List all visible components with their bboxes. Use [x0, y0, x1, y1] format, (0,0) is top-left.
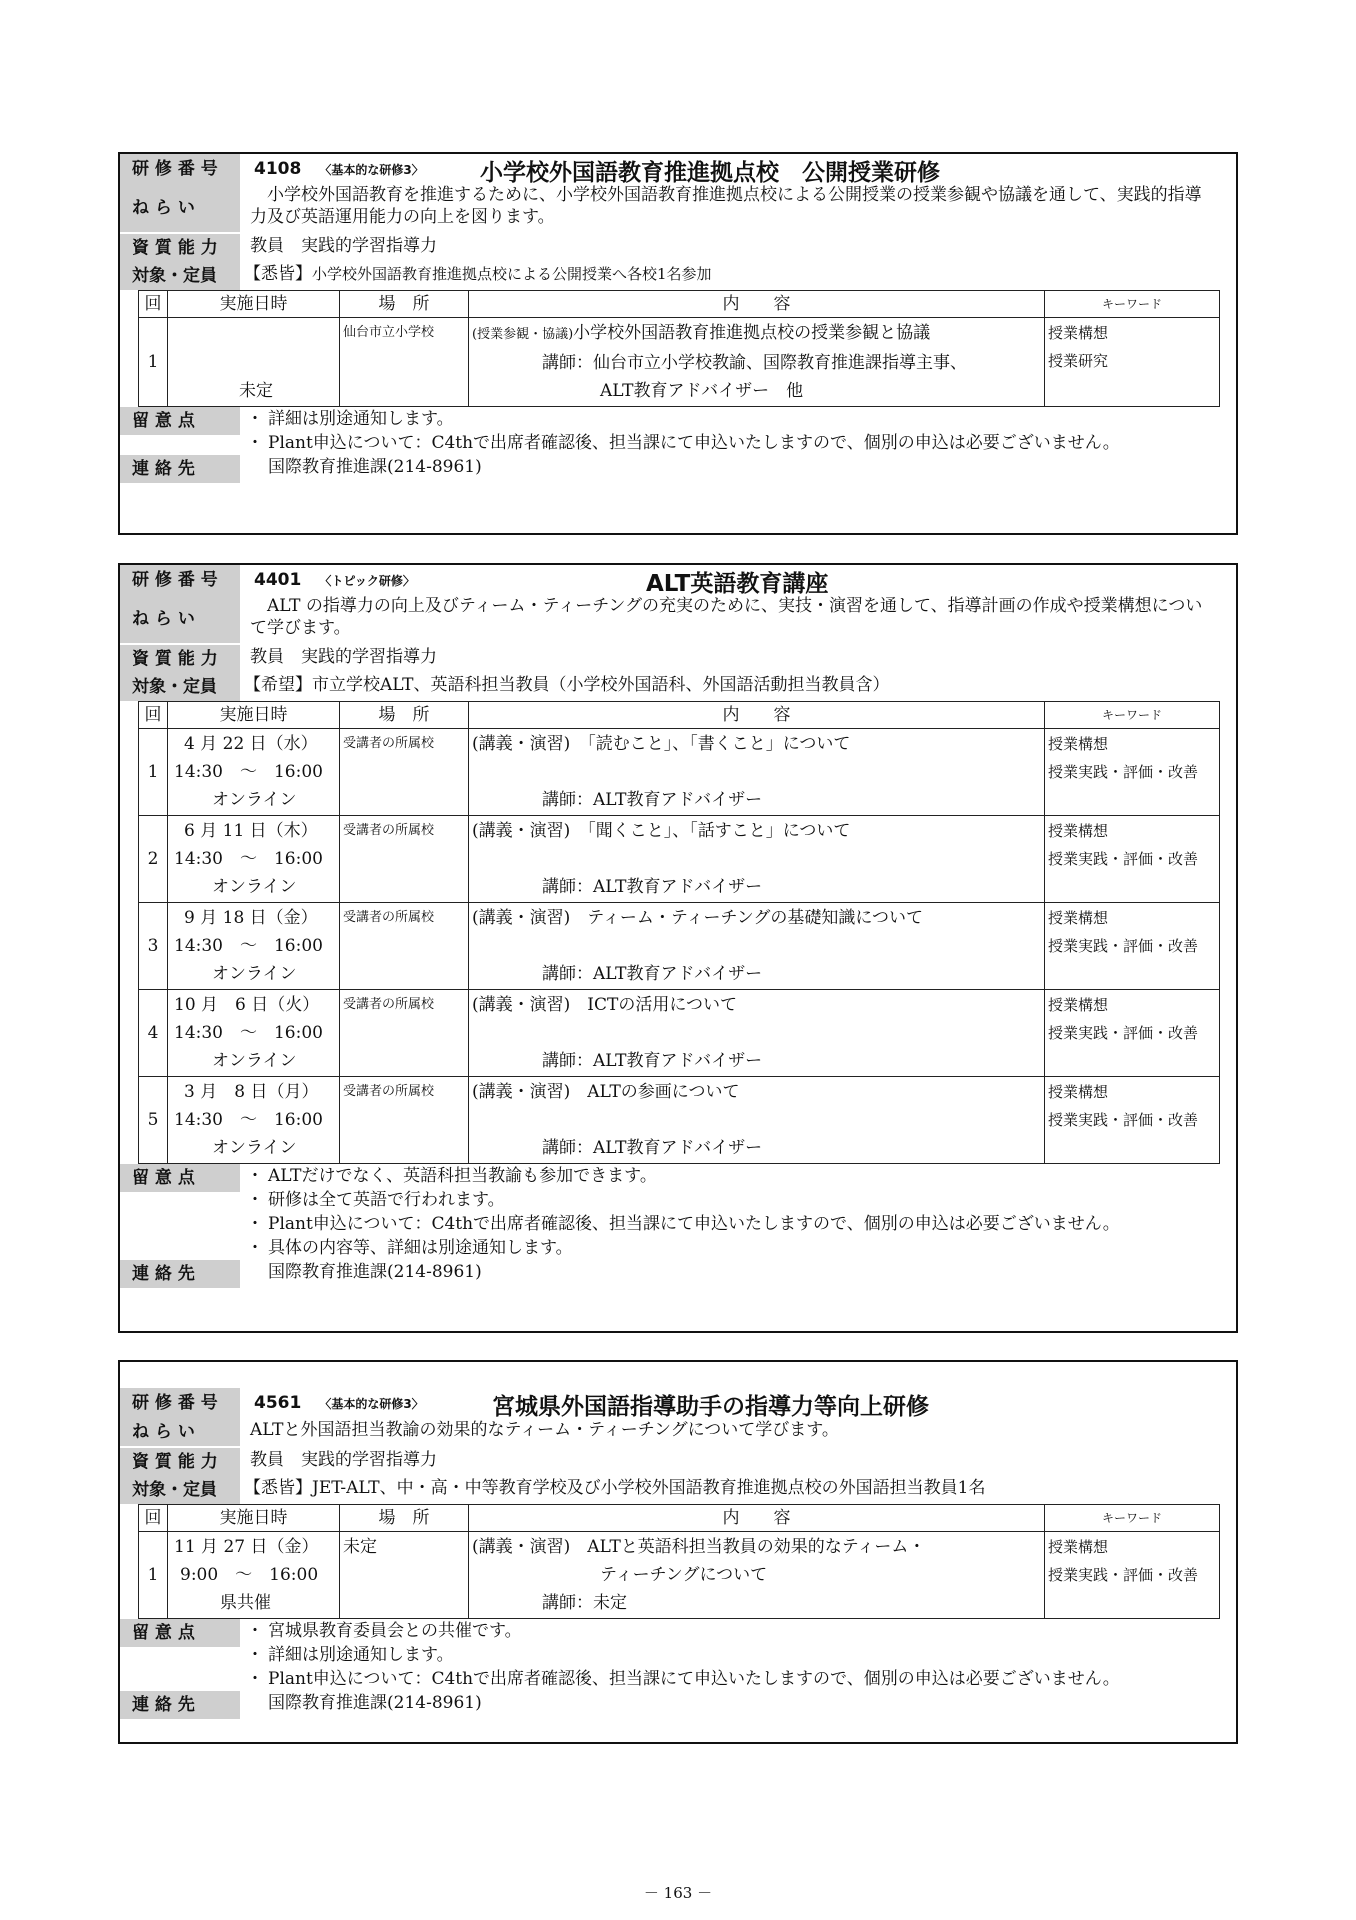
row-keywords: 授業構想 授業実践・評価・改善	[1045, 1532, 1220, 1619]
note-item: ・ Plant申込について：C4thで出席者確認後、担当課にて申込いたしますので、個別の申込は必要ございません。	[246, 1214, 1120, 1234]
row-place: 仙台市立小学校	[340, 318, 469, 407]
col-place: 場 所	[340, 291, 469, 318]
contact-value: 国際教育推進課(214-8961)	[268, 457, 482, 477]
notes-label: 留 意 点	[120, 1619, 240, 1647]
course-header	[120, 154, 1236, 184]
row-keywords: 授業構想 授業実践・評価・改善	[1045, 903, 1220, 990]
col-content: 内 容	[469, 291, 1045, 318]
code-label: 研 修 番 号	[120, 154, 240, 184]
target-label: 対象・定員	[120, 1476, 240, 1504]
target-row	[120, 1476, 1236, 1504]
row-content: (講義・演習) ALTと英語科担当教員の効果的なティーム・ ティーチングについて 講師：未定	[469, 1532, 1045, 1619]
target-value: 小学校外国語教育推進拠点校による公開授業へ各校1名参加	[312, 265, 712, 283]
row-place: 受講者の所属校	[340, 729, 469, 816]
table-row	[139, 990, 1220, 1077]
target-label: 対象・定員	[120, 262, 240, 290]
ability-value: 教員 実践的学習指導力	[250, 1450, 437, 1470]
col-no: 回	[139, 1505, 168, 1532]
notes-row	[120, 1164, 1236, 1260]
ability-value: 教員 実践的学習指導力	[250, 236, 437, 256]
notes-list	[240, 1619, 1120, 1691]
course-header	[120, 565, 1236, 595]
code-label: 研 修 番 号	[120, 1388, 240, 1418]
ability-label: 資 質 能 力	[120, 1448, 240, 1476]
note-item: ・ 詳細は別途通知します。	[246, 409, 454, 429]
row-content: (講義・演習) 「読むこと」、「書くこと」について 講師：ALT教育アドバイザー	[469, 729, 1045, 816]
note-item: ・ ALTだけでなく、英語科担当教諭も参加できます。	[246, 1166, 657, 1186]
aim-label: ね ら い	[120, 1418, 240, 1446]
row-no: 2	[139, 816, 168, 903]
target-tag: 【希望】	[244, 675, 312, 695]
code-label: 研 修 番 号	[120, 565, 240, 595]
table-header	[139, 702, 1220, 729]
course-code: 4561	[254, 1393, 302, 1413]
contact-label: 連 絡 先	[120, 455, 240, 483]
target-row	[120, 262, 1236, 290]
notes-row	[120, 1619, 1236, 1691]
target-tag: 【悉皆】	[244, 1478, 312, 1498]
target-row	[120, 673, 1236, 701]
table-header	[139, 291, 1220, 318]
course-card-4561	[118, 1360, 1238, 1744]
ability-value: 教員 実践的学習指導力	[250, 647, 437, 667]
course-category: 〈基本的な研修3〉	[319, 1396, 424, 1411]
row-place: 未定	[340, 1532, 469, 1619]
course-header	[120, 1388, 1236, 1418]
course-category: 〈トピック研修〉	[319, 573, 415, 588]
row-content: (講義・演習) ICTの活用について 講師：ALT教育アドバイザー	[469, 990, 1045, 1077]
ability-label: 資 質 能 力	[120, 234, 240, 262]
contact-value: 国際教育推進課(214-8961)	[268, 1262, 482, 1282]
row-content: (講義・演習) 「聞くこと」、「話すこと」について 講師：ALT教育アドバイザー	[469, 816, 1045, 903]
col-place: 場 所	[340, 1505, 469, 1532]
aim-label: ね ら い	[120, 184, 240, 232]
row-no: 1	[139, 729, 168, 816]
table-row	[139, 318, 1220, 407]
row-no: 4	[139, 990, 168, 1077]
row-place: 受講者の所属校	[340, 816, 469, 903]
contact-value: 国際教育推進課(214-8961)	[268, 1693, 482, 1713]
ability-row	[120, 234, 1236, 262]
row-instructor: 講師：仙台市立小学校教諭、国際教育推進課指導主事、	[542, 353, 967, 373]
schedule-table	[138, 290, 1220, 407]
row-keywords: 授業構想 授業実践・評価・改善	[1045, 729, 1220, 816]
row-content-text: 小学校外国語教育推進拠点校の授業参観と協議	[573, 323, 931, 343]
note-item: ・ Plant申込について：C4thで出席者確認後、担当課にて申込いたしますので、個別の申込は必要ございません。	[246, 1669, 1120, 1689]
course-code: 4108	[254, 159, 302, 179]
aim-label: ね ら い	[120, 595, 240, 643]
col-no: 回	[139, 702, 168, 729]
row-date: 9 月 18 日（金） 14:30 ～ 16:00 オンライン	[168, 903, 340, 990]
ability-row	[120, 645, 1236, 673]
col-place: 場 所	[340, 702, 469, 729]
row-place: 受講者の所属校	[340, 990, 469, 1077]
notes-list	[240, 1164, 1120, 1260]
table-row	[139, 1077, 1220, 1164]
contact-label: 連 絡 先	[120, 1691, 240, 1719]
target-tag: 【悉皆】	[244, 264, 312, 284]
table-row	[139, 1532, 1220, 1619]
contact-row	[120, 455, 1236, 483]
notes-label: 留 意 点	[120, 407, 240, 435]
aim-text: ALT の指導力の向上及びティーム・ティーチングの充実のために、実技・演習を通して、指導計画の作成や授業構想について学びます。	[250, 596, 1203, 638]
note-item: ・ 具体の内容等、詳細は別途通知します。	[246, 1238, 573, 1258]
aim-text: 小学校外国語教育を推進するために、小学校外国語教育推進拠点校による公開授業の授業参観や協議を通して、実践的指導力及び英語運用能力の向上を図ります。	[250, 185, 1202, 227]
course-card-4401	[118, 563, 1238, 1333]
col-date: 実施日時	[168, 1505, 340, 1532]
row-place: 受講者の所属校	[340, 903, 469, 990]
aim-row	[120, 184, 1236, 232]
course-code: 4401	[254, 570, 302, 590]
course-title: ALT英語教育講座	[646, 571, 829, 597]
aim-row	[120, 595, 1236, 643]
notes-label: 留 意 点	[120, 1164, 240, 1192]
row-date: 未定	[168, 318, 340, 407]
table-row	[139, 816, 1220, 903]
target-value: JET-ALT、中・高・中等教育学校及び小学校外国語教育推進拠点校の外国語担当教員1名	[312, 1478, 986, 1498]
contact-row	[120, 1691, 1236, 1719]
aim-row	[120, 1418, 1236, 1446]
aim-text: ALTと外国語担当教諭の効果的なティーム・ティーチングについて学びます。	[250, 1420, 839, 1440]
page-number: － 163 －	[643, 1884, 713, 1902]
row-date: 3 月 8 日（月） 14:30 ～ 16:00 オンライン	[168, 1077, 340, 1164]
note-item: ・ 宮城県教育委員会との共催です。	[246, 1621, 522, 1641]
col-keyword: キーワード	[1045, 291, 1220, 318]
row-date: 10 月 6 日（火） 14:30 ～ 16:00 オンライン	[168, 990, 340, 1077]
row-instructor-2: ALT教育アドバイザー 他	[600, 381, 804, 401]
row-place: 受講者の所属校	[340, 1077, 469, 1164]
row-keywords: 授業構想 授業実践・評価・改善	[1045, 816, 1220, 903]
course-card-4108	[118, 152, 1238, 535]
row-content: (講義・演習) ALTの参画について 講師：ALT教育アドバイザー	[469, 1077, 1045, 1164]
course-title: 宮城県外国語指導助手の指導力等向上研修	[492, 1394, 929, 1420]
table-row	[139, 903, 1220, 990]
row-no: 5	[139, 1077, 168, 1164]
table-header	[139, 1505, 1220, 1532]
col-content: 内 容	[469, 702, 1045, 729]
note-item: ・ Plant申込について：C4thで出席者確認後、担当課にて申込いたしますので、個別の申込は必要ございません。	[246, 433, 1120, 453]
course-title: 小学校外国語教育推進拠点校 公開授業研修	[480, 160, 940, 186]
table-row	[139, 729, 1220, 816]
col-date: 実施日時	[168, 702, 340, 729]
row-date: 11 月 27 日（金） 9:00 ～ 16:00 県共催	[168, 1532, 340, 1619]
row-date: 4 月 22 日（水） 14:30 ～ 16:00 オンライン	[168, 729, 340, 816]
schedule-table	[138, 701, 1220, 1164]
col-content: 内 容	[469, 1505, 1045, 1532]
row-type: (授業参観・協議)	[472, 327, 574, 342]
col-no: 回	[139, 291, 168, 318]
notes-row	[120, 407, 1236, 455]
target-label: 対象・定員	[120, 673, 240, 701]
row-date: 6 月 11 日（木） 14:30 ～ 16:00 オンライン	[168, 816, 340, 903]
schedule-table	[138, 1504, 1220, 1619]
col-date: 実施日時	[168, 291, 340, 318]
col-keyword: キーワード	[1045, 1505, 1220, 1532]
contact-row	[120, 1260, 1236, 1288]
row-no: 1	[139, 1532, 168, 1619]
keyword: 授業構想	[1048, 324, 1109, 342]
row-no: 3	[139, 903, 168, 990]
target-value: 市立学校ALT、英語科担当教員（小学校外国語科、外国語活動担当教員含）	[312, 675, 890, 695]
contact-label: 連 絡 先	[120, 1260, 240, 1288]
row-content	[469, 318, 1045, 407]
row-keywords: 授業構想 授業実践・評価・改善	[1045, 1077, 1220, 1164]
ability-label: 資 質 能 力	[120, 645, 240, 673]
course-category: 〈基本的な研修3〉	[319, 162, 424, 177]
note-item: ・ 詳細は別途通知します。	[246, 1645, 454, 1665]
keyword: 授業研究	[1048, 352, 1109, 370]
row-content: (講義・演習) ティーム・ティーチングの基礎知識について 講師：ALT教育アドバイザー	[469, 903, 1045, 990]
note-item: ・ 研修は全て英語で行われます。	[246, 1190, 505, 1210]
row-no: 1	[139, 318, 168, 407]
notes-list	[240, 407, 1120, 455]
row-keywords	[1045, 318, 1220, 407]
row-keywords: 授業構想 授業実践・評価・改善	[1045, 990, 1220, 1077]
col-keyword: キーワード	[1045, 702, 1220, 729]
ability-row	[120, 1448, 1236, 1476]
